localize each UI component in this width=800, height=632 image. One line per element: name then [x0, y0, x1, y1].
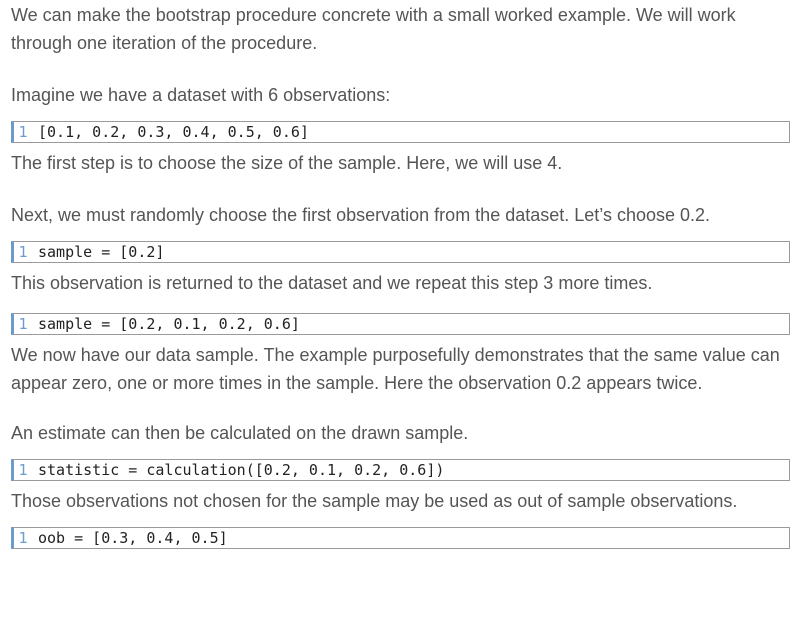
code-line: sample = [0.2, 0.1, 0.2, 0.6]	[38, 315, 300, 333]
code-block-dataset	[11, 121, 790, 143]
line-number: 1	[18, 243, 28, 261]
code-line: sample = [0.2]	[38, 243, 165, 261]
paragraph-repeat: This observation is returned to the dataset and we repeat this step 3 more times.	[11, 273, 653, 293]
paragraph-choose-first: Next, we must randomly choose the first observation from the dataset. Let’s choose 0.2.	[11, 205, 711, 225]
paragraph-dataset: Imagine we have a dataset with 6 observations:	[11, 85, 391, 105]
paragraph-estimate: An estimate can then be calculated on the drawn sample.	[11, 423, 469, 443]
code-block-oob	[11, 527, 790, 549]
code-line: statistic = calculation([0.2, 0.1, 0.2, 0.6])	[38, 461, 445, 479]
paragraph-intro: We can make the bootstrap procedure concrete with a small worked example. We will work through one iteration of the procedure.	[11, 5, 736, 53]
code-block-sample-full	[11, 313, 790, 335]
line-number: 1	[18, 315, 28, 333]
paragraph-data-sample: We now have our data sample. The example purposefully demonstrates that the same value can appear zero, one or more times in the sample. Here the observation 0.2 appears twice.	[11, 345, 780, 393]
paragraph-sample-size: The first step is to choose the size of the sample. Here, we will use 4.	[11, 153, 563, 173]
code-line: [0.1, 0.2, 0.3, 0.4, 0.5, 0.6]	[38, 123, 309, 141]
article-content	[11, 0, 791, 549]
code-line: oob = [0.3, 0.4, 0.5]	[38, 529, 228, 547]
line-number: 1	[18, 529, 28, 547]
code-block-sample-initial	[11, 241, 790, 263]
line-number: 1	[18, 461, 28, 479]
line-number: 1	[18, 123, 28, 141]
paragraph-oob: Those observations not chosen for the sample may be used as out of sample observations.	[11, 491, 738, 511]
code-block-statistic	[11, 459, 790, 481]
